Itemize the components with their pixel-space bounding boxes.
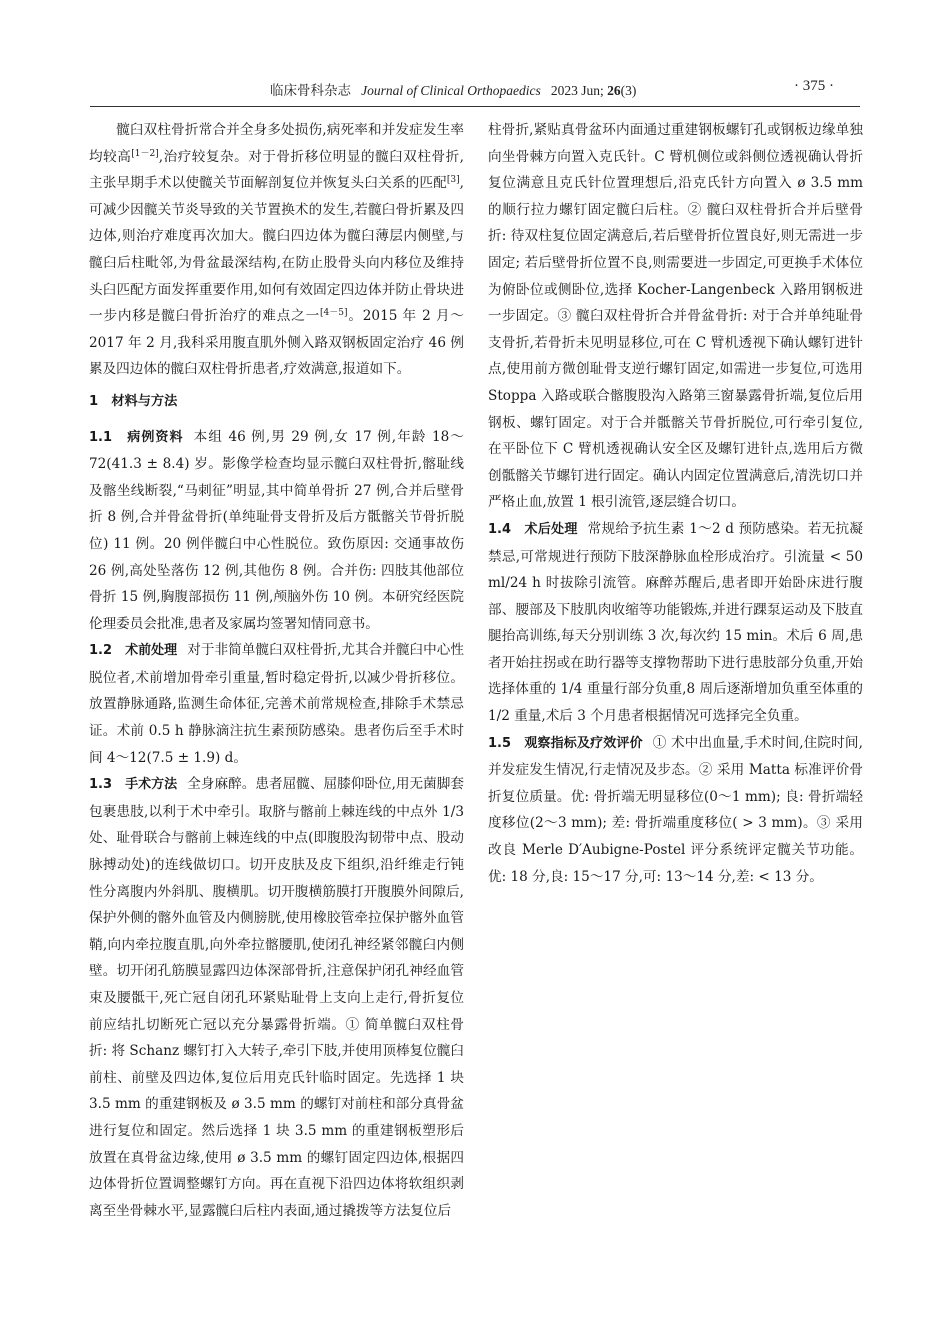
subsection-surgery-part1: 1.3 手术方法 全身麻醉。患者屈髋、屈膝仰卧位,用无菌脚套包裹患肢,以利于术中牵引。取脐与髂前上棘连线的中点外 1/3 处、耻骨联合与髂前上棘连线的中点(即腹股沟韧带中点、股动脉搏动处)的连线做切口。切开皮肤及皮下组织,沿纤维走行钝性分离腹内外斜肌、腹横肌。切开腹横筋膜打开腹膜外间隙后,保护外侧的髂外血管及内侧膀胱,使用橡胶管牵拉保护髂外血管鞘,向内牵拉腹直肌,向外牵拉髂腰肌,使闭孔神经紧邻髋臼内侧壁。切开闭孔筋膜显露四边体深部骨折,注意保护闭孔神经血管束及腰骶干,死亡冠自闭孔环紧贴耻骨上支向上走行,骨折复位前应结扎切断死亡冠以充分暴露骨折端。① 简单髋臼双柱骨折: 将 Schanz 螺钉打入大转子,牵引下肢,并使用顶棒复位髋臼前柱、前壁及四边体,复位后用克氏针临时固定。先选择 1 块 3.5 mm 的重建钢板及 ø 3.5 mm 的螺钉对前柱和部分真骨盆进行复位和固定。然后选择 1 块 3.5 mm 的重建钢板塑形后放置在真骨盆边缘,使用 ø 3.5 mm 的螺钉固定四边体,根据四边体骨折位置调整螺钉方向。再在直视下沿四边体将软组织剥离至坐骨棘水平,显露髋臼后柱内表面,通过撬拨等方法复位后 (89, 776, 464, 1219)
subsection-heading: 1.5 观察指标及疗效评价 (488, 735, 643, 751)
subsection-surgery-part2: 柱骨折,紧贴真骨盆环内面通过重建钢板螺钉孔或钢板边缘单独向坐骨棘方向置入克氏针。C 臂机侧位或斜侧位透视确认骨折复位满意且克氏针位置理想后,沿克氏针方向置入 ø 3.5 mm 的顺行拉力螺钉固定髋臼后柱。② 髋臼双柱骨折合并后壁骨折: 待双柱复位固定满意后,若后壁骨折位置良好,则无需进一步固定; 若后壁骨折位置不良,则需要进一步固定,可更换手术体位为俯卧位或侧卧位,选择 Kocher-Langenbeck 入路用钢板进一步固定。③ 髋臼双柱骨折合并骨盆骨折: 对于合并单纯耻骨支骨折,若骨折未见明显移位,可在 C 臂机透视下确认螺钉进针点,使用前方微创耻骨支逆行螺钉固定,如需进一步复位,可选用 Stoppa 入路或联合髂腹股沟入路第三窗暴露骨折端,复位后用钢板、螺钉固定。对于合并骶髂关节骨折脱位,可行牵引复位,在平卧位下 C 臂机透视确认安全区及螺钉进针点,选用后方微创骶髂关节螺钉进行固定。确认内固定位置满意后,清洗切口并严格止血,放置 1 根引流管,逐层缝合切口。 (488, 122, 863, 511)
citation: [3] (446, 175, 460, 186)
citation: [4－5] (320, 308, 348, 319)
column-right (488, 117, 863, 1227)
subsection-evaluation: 1.5 观察指标及疗效评价 ① 术中出血量,手术时间,住院时间,并发症发生情况,行走情况及步态。② 采用 Matta 标准评价骨折复位质量。优: 骨折端无明显移位(0～1 mm); 良: 骨折端轻度移位(2～3 mm); 差: 骨折端重度移位( > 3 mm)。③ 采用改良 Merle D′Aubigne-Postel 评分系统评定髋关节功能。优: 18 分,良: 15～17 分,可: 13～14 分,差: < 13 分。 (488, 734, 863, 885)
issue: (3) (620, 83, 637, 98)
citation: [1－2] (131, 148, 159, 159)
section-heading: 1 材料与方法 (89, 393, 178, 409)
subsection-heading: 1.1 病例资料 (89, 429, 184, 445)
journal-title (270, 79, 636, 99)
subsection-heading: 1.2 术前处理 (89, 643, 178, 659)
volume: 26 (607, 83, 621, 98)
subsection-postop: 1.4 术后处理 常规给予抗生素 1～2 d 预防感染。若无抗凝禁忌,可常规进行预防下肢深静脉血栓形成治疗。引流量 < 50 ml/24 h 时拔除引流管。麻醉苏醒后,患者即开始卧床进行腹部、腰部及下肢肌肉收缩等功能锻炼,并进行踝泵运动及下肢直腿抬高训练,每天分别训练 3 次,每次约 15 min。术后 6 周,患者开始拄拐或在助行器等支撑物帮助下进行患肢部分负重,开始选择体重的 1/4 重量行部分负重,8 周后逐渐增加负重至体重的 1/2 重量,术后 3 个月患者根据情况可选择完全负重。 (488, 520, 863, 725)
subsection-preop: 1.2 术前处理 对于非简单髋臼双柱骨折,尤其合并髋臼中心性脱位者,术前增加骨牵引重量,暂时稳定骨折,以减少骨折移位。放置静脉通路,监测生命体征,完善术前常规检查,排除手术禁忌证。术前 0.5 h 静脉滴注抗生素预防感染。患者伤后至手术时间 4～12(7.5 ± 1.9) d。 (89, 642, 464, 766)
intro-paragraph: 髋臼双柱骨折常合并全身多处损伤,病死率和并发症发生率均较高[1－2],治疗较复杂。对于骨折移位明显的髋臼双柱骨折,主张早期手术以使髋关节面解剖复位并恢复头臼关系的匹配[3],可减少因髋关节炎导致的关节置换术的发生,若髋臼骨折累及四边体,则治疗难度再次加大。髋臼四边体为髋臼薄层内侧壁,与髋臼后柱毗邻,为骨盆最深结构,在防止股骨头向内移位及维持头臼匹配方面发挥重要作用,如何有效固定四边体并防止骨块进一步内移是髋臼骨折治疗的难点之一[4－5]。2015 年 2 月～2017 年 2 月,我科采用腹直肌外侧入路双钢板固定治疗 46 例累及四边体的髋臼双柱骨折患者,疗效满意,报道如下。 (89, 122, 464, 378)
subsection-heading: 1.4 术后处理 (488, 521, 578, 537)
page-number: · 375 · (794, 78, 834, 94)
journal-title-cn: 临床骨科杂志 (270, 83, 351, 98)
column-left (89, 117, 464, 1227)
subsection-case-data: 1.1 病例资料 本组 46 例,男 29 例,女 17 例,年龄 18～72(41.3 ± 8.4) 岁。影像学检查均显示髋臼双柱骨折,髂耻线及髂坐线断裂,“马刺征”明显,其中简单骨折 27 例,合并后壁骨折 8 例,合并骨盆骨折(单纯耻骨支骨折及后方骶髂关节骨折脱位) 11 例。20 例伴髋臼中心性脱位。致伤原因: 交通事故伤 26 例,高处坠落伤 12 例,其他伤 8 例。合并伤: 四肢其他部位骨折 15 例,胸腹部损伤 11 例,颅脑外伤 10 例。本研究经医院伦理委员会批准,患者及家属均签署知情同意书。 (89, 428, 464, 632)
header-rule (90, 106, 860, 107)
running-header (0, 74, 950, 104)
subsection-heading: 1.3 手术方法 (89, 777, 178, 793)
journal-title-en: Journal of Clinical Orthopaedics (361, 83, 541, 98)
issue-date: 2023 Jun; (550, 83, 604, 98)
